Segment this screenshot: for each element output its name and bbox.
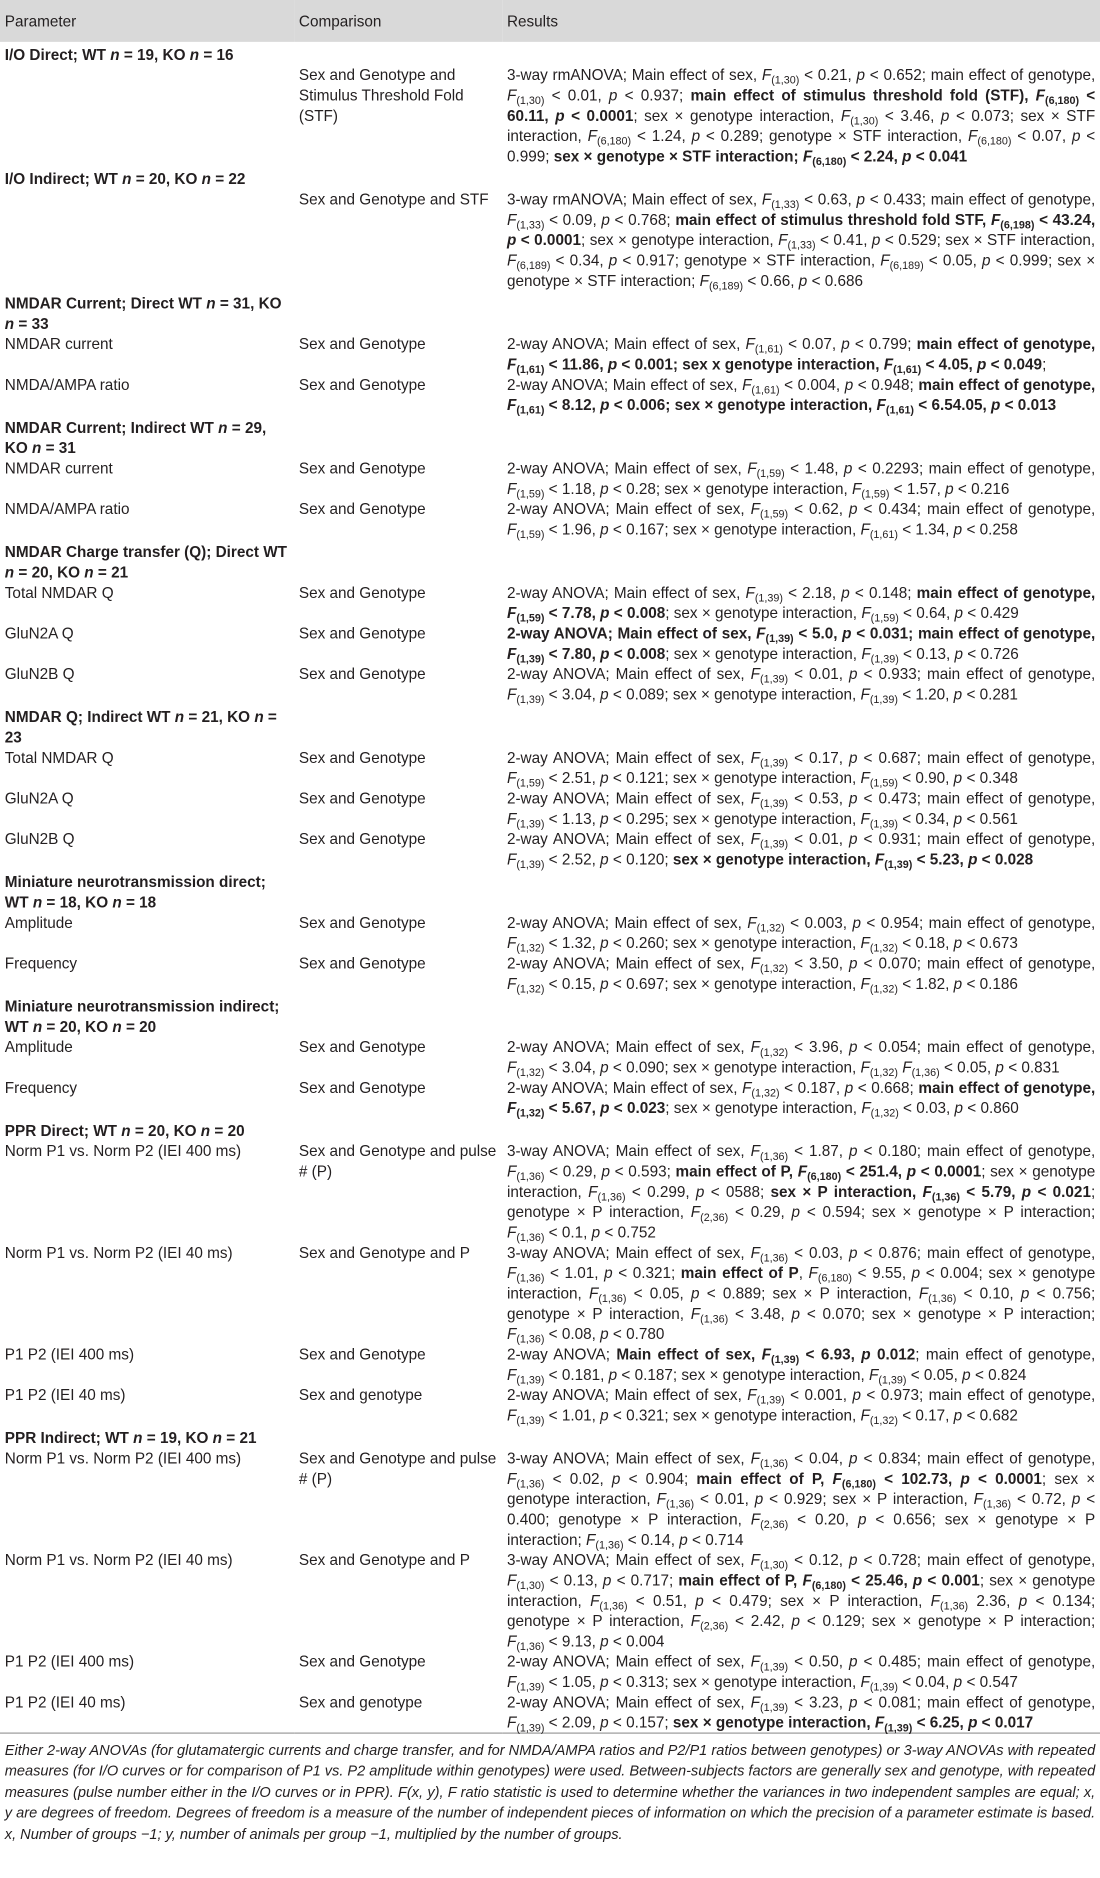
comparison-cell: Sex and Genotype — [298, 583, 426, 602]
comparison-cell: Sex and Genotype — [298, 829, 426, 848]
results-cell: 2-way ANOVA; Main effect of sex, $F_{(1,61)} < 0.07$, p < 0.799; main effect of genotype, $F_{(1,61)} < 11.86$, p < 0.001; sex x genotype interaction, $F_{(1,61)} < 4.05$, p < 0.049; — [506, 334, 1096, 376]
results-cell: 2-way ANOVA; Main effect of sex, $F_{(1,39)} < 0.01$, p < 0.931; main effect of genotype, $F_{(1,39)} < 2.52$, p < 0.120; sex × genotype interaction, $F_{(1,39)} < 5.23$, p < 0.028 — [506, 829, 1096, 871]
results-cell: 2-way ANOVA; Main effect of sex, $F_{(1,39)} < 0.50$, p < 0.485; main effect of genotype, $F_{(1,39)} < 1.05$, p < 0.313; sex × genotype interaction, $F_{(1,39)} < 0.04$, p < 0.547 — [506, 1652, 1096, 1694]
parameter-cell: NMDA/AMPA ratio — [4, 499, 130, 518]
parameter-cell: NMDAR current — [4, 459, 113, 478]
group-label: NMDAR Q; Indirect WT n = 21, KO n = 23 — [4, 707, 277, 747]
parameter-cell: Norm P1 vs. Norm P2 (IEI 40 ms) — [4, 1243, 233, 1262]
results-cell: 3-way ANOVA; Main effect of sex, $F_{(1,36)} < 0.04$, p < 0.834; main effect of genotype, $F_{(1,36)} < 0.02$, p < 0.904; main effect of P, $F_{(6,180)} < 102.73$, p < 0.0001; sex × genotype interaction, $F_{(1,36)} < 0.01$, p < 0.929; sex × P interaction, $F_{(1,36)} < 0.72$, p < 0.400; genotype × P interaction, $F_{(2,36)} < 0.20$, p < 0.656; sex × genotype × P interaction; $F_{(1,36)} < 0.14$, p < 0.714 — [506, 1449, 1096, 1551]
group-row — [0, 869, 1100, 912]
results-cell: 2-way ANOVA; Main effect of sex, $F_{(1,39)} < 2.18$, p < 0.148; main effect of genotype, $F_{(1,59)} < 7.78$, p < 0.008; sex × genotype interaction, $F_{(1,59)} < 0.64$, p < 0.429 — [506, 583, 1096, 625]
parameter-cell: Frequency — [4, 1078, 78, 1097]
table-header — [0, 0, 1100, 42]
comparison-cell: Sex and Genotype — [298, 499, 426, 518]
results-cell: 2-way ANOVA; Main effect of sex, $F_{(1,32)} < 0.003$, p < 0.954; main effect of genotype, $F_{(1,32)} < 1.32$, p < 0.260; sex × genotype interaction, $F_{(1,32)} < 0.18$, p < 0.673 — [506, 913, 1096, 955]
results-cell: 2-way ANOVA; Main effect of sex, $F_{(1,32)} < 3.96$, p < 0.054; main effect of genotype, $F_{(1,32)} < 3.04$, p < 0.090; sex × genotype interaction, $F_{(1,32)}$ $F_{(1,36)} < 0.05$, p < 0.831 — [506, 1037, 1096, 1079]
header-parameter: Parameter — [4, 11, 77, 30]
table-row — [0, 1344, 1100, 1385]
table-row — [0, 747, 1100, 788]
parameter-cell: NMDA/AMPA ratio — [4, 375, 130, 394]
comparison-cell: Sex and genotype — [298, 1385, 423, 1404]
table-row — [0, 788, 1100, 829]
table-row — [0, 912, 1100, 953]
table-row — [0, 1242, 1100, 1344]
comparison-cell: Sex and Genotype — [298, 789, 426, 808]
parameter-cell: Total NMDAR Q — [4, 583, 114, 602]
comparison-cell: Sex and Genotype and P — [298, 1550, 470, 1569]
parameter-cell — [0, 189, 294, 291]
table-row — [0, 1448, 1100, 1550]
table-row — [0, 499, 1100, 540]
results-cell: 2-way ANOVA; Main effect of sex, $F_{(1,39)} < 0.17$, p < 0.687; main effect of genotype, $F_{(1,59)} < 2.51$, p < 0.121; sex × genotype interaction, $F_{(1,59)} < 0.90$, p < 0.348 — [506, 748, 1096, 790]
comparison-cell: Sex and Genotype — [298, 375, 426, 394]
parameter-cell: Total NMDAR Q — [4, 748, 114, 767]
table-row — [0, 334, 1100, 375]
comparison-cell: Sex and Genotype and pulse # (P) — [298, 1141, 497, 1181]
group-row — [0, 42, 1100, 65]
results-cell: 2-way ANOVA; Main effect of sex, $F_{(1,39)} < 0.01$, p < 0.933; main effect of genotype, $F_{(1,39)} < 3.04$, p < 0.089; sex × genotype interaction, $F_{(1,39)} < 1.20$, p < 0.281 — [506, 664, 1096, 706]
parameter-cell: GluN2B Q — [4, 664, 75, 683]
parameter-cell — [0, 65, 294, 167]
header-comparison: Comparison — [298, 11, 382, 30]
comparison-cell: Sex and Genotype and P — [298, 1243, 470, 1262]
group-row — [0, 704, 1100, 747]
parameter-cell: GluN2A Q — [4, 789, 74, 808]
group-row — [0, 1118, 1100, 1141]
parameter-cell: P1 P2 (IEI 40 ms) — [0, 1692, 294, 1733]
table-row — [0, 1550, 1100, 1652]
table-row — [0, 664, 1100, 705]
results-cell: 2-way ANOVA; Main effect of sex, $F_{(1,39)} < 5.0$, p < 0.031; main effect of genotype, $F_{(1,39)} < 7.80$, p < 0.008; sex × genotype interaction, $F_{(1,39)} < 0.13$, p < 0.726 — [506, 624, 1096, 665]
parameter-cell: P1 P2 (IEI 40 ms) — [4, 1385, 126, 1404]
group-row — [0, 539, 1100, 582]
comparison-cell: Sex and Genotype and Stimulus Threshold Fold (STF) — [298, 65, 464, 125]
comparison-cell: Sex and Genotype — [298, 624, 426, 643]
comparison-cell: Sex and genotype — [294, 1692, 502, 1733]
comparison-cell: Sex and Genotype — [298, 913, 426, 932]
results-cell: 3-way ANOVA; Main effect of sex, $F_{(1,36)} < 1.87$, p < 0.180; main effect of genotype, $F_{(1,36)} < 0.29$, p < 0.593; main effect of P, $F_{(6,180)} < 251.4$, p < 0.0001; sex × genotype interaction, $F_{(1,36)} < 0.299$, p < 0588; sex × P interaction, $F_{(1,36)} < 5.79$, p < 0.021; genotype × P interaction, $F_{(2,36)} < 0.29$, p < 0.594; sex × genotype × P interaction; $F_{(1,36)} < 0.1$, p < 0.752 — [506, 1141, 1096, 1244]
group-row — [0, 166, 1100, 189]
table-row — [0, 458, 1100, 499]
parameter-cell: Norm P1 vs. Norm P2 (IEI 400 ms) — [4, 1141, 242, 1160]
table-row — [0, 829, 1100, 870]
parameter-cell: GluN2B Q — [4, 829, 75, 848]
table-row — [0, 65, 1100, 167]
group-label: I/O Direct; WT n = 19, KO n = 16 — [4, 45, 234, 64]
table-body — [0, 42, 1100, 1733]
group-row — [0, 291, 1100, 334]
group-label: I/O Indirect; WT n = 20, KO n = 22 — [4, 169, 246, 188]
results-cell: 2-way ANOVA; Main effect of sex, $F_{(1,59)} < 0.62$, p < 0.434; main effect of genotype, $F_{(1,59)} < 1.96$, p < 0.167; sex × genotype interaction, $F_{(1,61)} < 1.34$, p < 0.258 — [506, 499, 1096, 541]
comparison-cell: Sex and Genotype and STF — [298, 190, 489, 209]
table-row — [0, 1037, 1100, 1078]
comparison-cell: Sex and Genotype and pulse # (P) — [298, 1449, 497, 1488]
results-cell: 2-way ANOVA; Main effect of sex, $F_{(1,39)} < 3.23$, p < 0.081; main effect of genotype, $F_{(1,39)} < 2.09$, p < 0.157; sex × genotype interaction, $F_{(1,39)} < 6.25$, p < 0.017 — [502, 1692, 1100, 1733]
comparison-cell: Sex and Genotype — [298, 954, 426, 973]
table-row — [0, 189, 1100, 291]
table-row — [0, 1385, 1100, 1426]
table-row — [0, 1692, 1100, 1733]
group-label: PPR Direct; WT n = 20, KO n = 20 — [4, 1121, 245, 1140]
group-label: NMDAR Charge transfer (Q); Direct WT n = 20, KO n = 21 — [4, 542, 288, 582]
table-row — [0, 1651, 1100, 1692]
results-cell: 2-way ANOVA; Main effect of sex, $F_{(1,39)} < 6.93$, p 0.012; main effect of genotype, $F_{(1,39)} < 0.181$, p < 0.187; sex × genotype interaction, $F_{(1,39)} < 0.05$, p < 0.824 — [506, 1345, 1096, 1386]
results-cell: 2-way ANOVA; Main effect of sex, $F_{(1,39)} < 0.53$, p < 0.473; main effect of genotype, $F_{(1,39)} < 1.13$, p < 0.295; sex × genotype interaction, $F_{(1,39)} < 0.34$, p < 0.561 — [506, 789, 1096, 830]
table-row — [0, 1141, 1100, 1243]
table-row — [0, 953, 1100, 994]
comparison-cell: Sex and Genotype — [298, 334, 426, 353]
group-row — [0, 1425, 1100, 1448]
group-label: Miniature neurotransmission indirect; WT n = 20, KO n = 20 — [4, 997, 280, 1036]
results-cell: 3-way ANOVA; Main effect of sex, $F_{(1,36)} < 0.03$, p < 0.876; main effect of genotype, $F_{(1,36)} < 1.01$, p < 0.321; main effect of P, $F_{(6,180)} < 9.55$, p < 0.004; sex × genotype interaction, $F_{(1,36)} < 0.05$, p < 0.889; sex × P interaction, $F_{(1,36)} < 0.10$, p < 0.756; genotype × P interaction, $F_{(1,36)} < 3.48$, p < 0.070; sex × genotype × P interaction; $F_{(1,36)} < 0.08$, p < 0.780 — [506, 1243, 1096, 1346]
comparison-cell: Sex and Genotype — [298, 1037, 426, 1056]
comparison-cell: Sex and Genotype — [298, 459, 426, 478]
parameter-cell: Amplitude — [4, 1037, 73, 1056]
group-label: PPR Indirect; WT n = 19, KO n = 21 — [4, 1428, 257, 1447]
table-row — [0, 582, 1100, 623]
comparison-cell: Sex and Genotype — [298, 1652, 426, 1671]
results-cell: 3-way ANOVA; Main effect of sex, $F_{(1,30)} < 0.12$, p < 0.728; main effect of genotype, $F_{(1,30)} < 0.13$, p < 0.717; main effect of P, $F_{(6,180)} < 25.46$, p < 0.001; sex × genotype interaction, $F_{(1,36)} < 0.51$, p < 0.479; sex × P interaction, $F_{(1,36)}$ 2.36, p < 0.134; genotype × P interaction, $F_{(2,36)} < 2.42$, p < 0.129; sex × genotype × P interaction; $F_{(1,36)} < 9.13$, p < 0.004 — [506, 1550, 1096, 1653]
parameter-cell: Norm P1 vs. Norm P2 (IEI 400 ms) — [4, 1449, 242, 1468]
group-row — [0, 415, 1100, 458]
results-cell: 2-way ANOVA; Main effect of sex, $F_{(1,61)} < 0.004$, p < 0.948; main effect of genotype, $F_{(1,61)} < 8.12$, p < 0.006; sex × genotype interaction, $F_{(1,61)} < 6.54.05$, p < 0.013 — [506, 375, 1096, 417]
parameter-cell: Amplitude — [4, 913, 73, 932]
parameter-cell: P1 P2 (IEI 400 ms) — [4, 1345, 135, 1364]
group-label: Miniature neurotransmission direct; WT n = 18, KO n = 18 — [4, 872, 266, 912]
table-footnote: Either 2-way ANOVAs (for glutamatergic currents and charge transfer, and for NMDA/AMPA ratios and P2/P1 ratios between genotypes) or 3-way ANOVAs with repeated measures (for I/O curves or for comparison of P1 vs. P2 amplitude within genotypes) were used. Between-subjects factors are generally sex and genotype, with repeated measures (pulse number either in the I/O curves or in PPR). F(x, y), F ratio statistic is used to determine whether the variances in two independent samples are equal; x, y are degrees of freedom. Degrees of freedom is a measure of the number of independent pieces of information on which the precision of a parameter estimate is based. x, Number of groups −1; y, number of animals per group −1, multiplied by the number of groups. — [4, 1742, 1096, 1843]
group-row — [0, 994, 1100, 1037]
group-label: NMDAR Current; Direct WT n = 31, KO n = 33 — [4, 294, 282, 333]
comparison-cell: Sex and Genotype — [298, 1078, 426, 1097]
parameter-cell: NMDAR current — [4, 334, 113, 353]
results-cell: 2-way ANOVA; Main effect of sex, $F_{(1,32)} < 3.50$, p < 0.070; main effect of genotype, $F_{(1,32)} < 0.15$, p < 0.697; sex × genotype interaction, $F_{(1,32)} < 1.82$, p < 0.186 — [506, 954, 1096, 995]
comparison-cell: Sex and Genotype — [298, 1345, 426, 1364]
table-row — [0, 623, 1100, 664]
table-row — [0, 1077, 1100, 1118]
parameter-cell: GluN2A Q — [4, 624, 74, 643]
parameter-cell: Norm P1 vs. Norm P2 (IEI 40 ms) — [4, 1550, 233, 1569]
results-cell: 3-way rmANOVA; Main effect of sex, $F_{(1,33)} < 0.63$, p < 0.433; main effect of genotype, $F_{(1,33)} < 0.09$, p < 0.768; main effect of stimulus threshold fold STF, $F_{(6,198)} < 43.24$, p < 0.0001; sex × genotype interaction, $F_{(1,33)} < 0.41$, p < 0.529; sex × STF interaction, $F_{(6,189)} < 0.34$, p < 0.917; genotype × STF interaction, $F_{(6,189)} < 0.05$, p < 0.999; sex × genotype × STF interaction; $F_{(6,189)} < 0.66$, p < 0.686 — [506, 190, 1096, 292]
table-row — [0, 374, 1100, 415]
group-label: NMDAR Current; Indirect WT n = 29, KO n = 31 — [4, 418, 267, 457]
parameter-cell: P1 P2 (IEI 400 ms) — [4, 1652, 135, 1671]
results-cell: 3-way rmANOVA; Main effect of sex, $F_{(1,30)} < 0.21$, p < 0.652; main effect of genotype, $F_{(1,30)} < 0.01$, p < 0.937; main effect of stimulus threshold fold (STF), $F_{(6,180)} < 60.11$, p < 0.0001; sex × genotype interaction, $F_{(1,30)} < 3.46$, p < 0.073; sex × STF interaction, $F_{(6,180)} < 1.24$, p < 0.289; genotype × STF interaction, $F_{(6,180)} < 0.07$, p < 0.999; sex × genotype × STF interaction; $F_{(6,180)} < 2.24$, p < 0.041 — [506, 65, 1096, 168]
comparison-cell: Sex and Genotype — [298, 664, 426, 683]
results-cell: 2-way ANOVA; Main effect of sex, $F_{(1,39)} < 0.001$, p < 0.973; main effect of genotype, $F_{(1,39)} < 1.01$, p < 0.321; sex × genotype interaction, $F_{(1,32)} < 0.17$, p < 0.682 — [506, 1385, 1096, 1427]
header-results: Results — [506, 11, 558, 30]
results-cell: 2-way ANOVA; Main effect of sex, $F_{(1,59)} < 1.48$, p < 0.2293; main effect of genotype, $F_{(1,59)} < 1.18$, p < 0.28; sex × genotype interaction, $F_{(1,59)} < 1.57$, p < 0.216 — [506, 459, 1096, 500]
parameter-cell: Frequency — [4, 954, 78, 973]
comparison-cell: Sex and Genotype — [298, 748, 426, 767]
results-cell: 2-way ANOVA; Main effect of sex, $F_{(1,32)} < 0.187$, p < 0.668; main effect of genotype, $F_{(1,32)} < 5.67$, p < 0.023; sex × genotype interaction, $F_{(1,32)} < 0.03$, p < 0.860 — [506, 1078, 1096, 1120]
